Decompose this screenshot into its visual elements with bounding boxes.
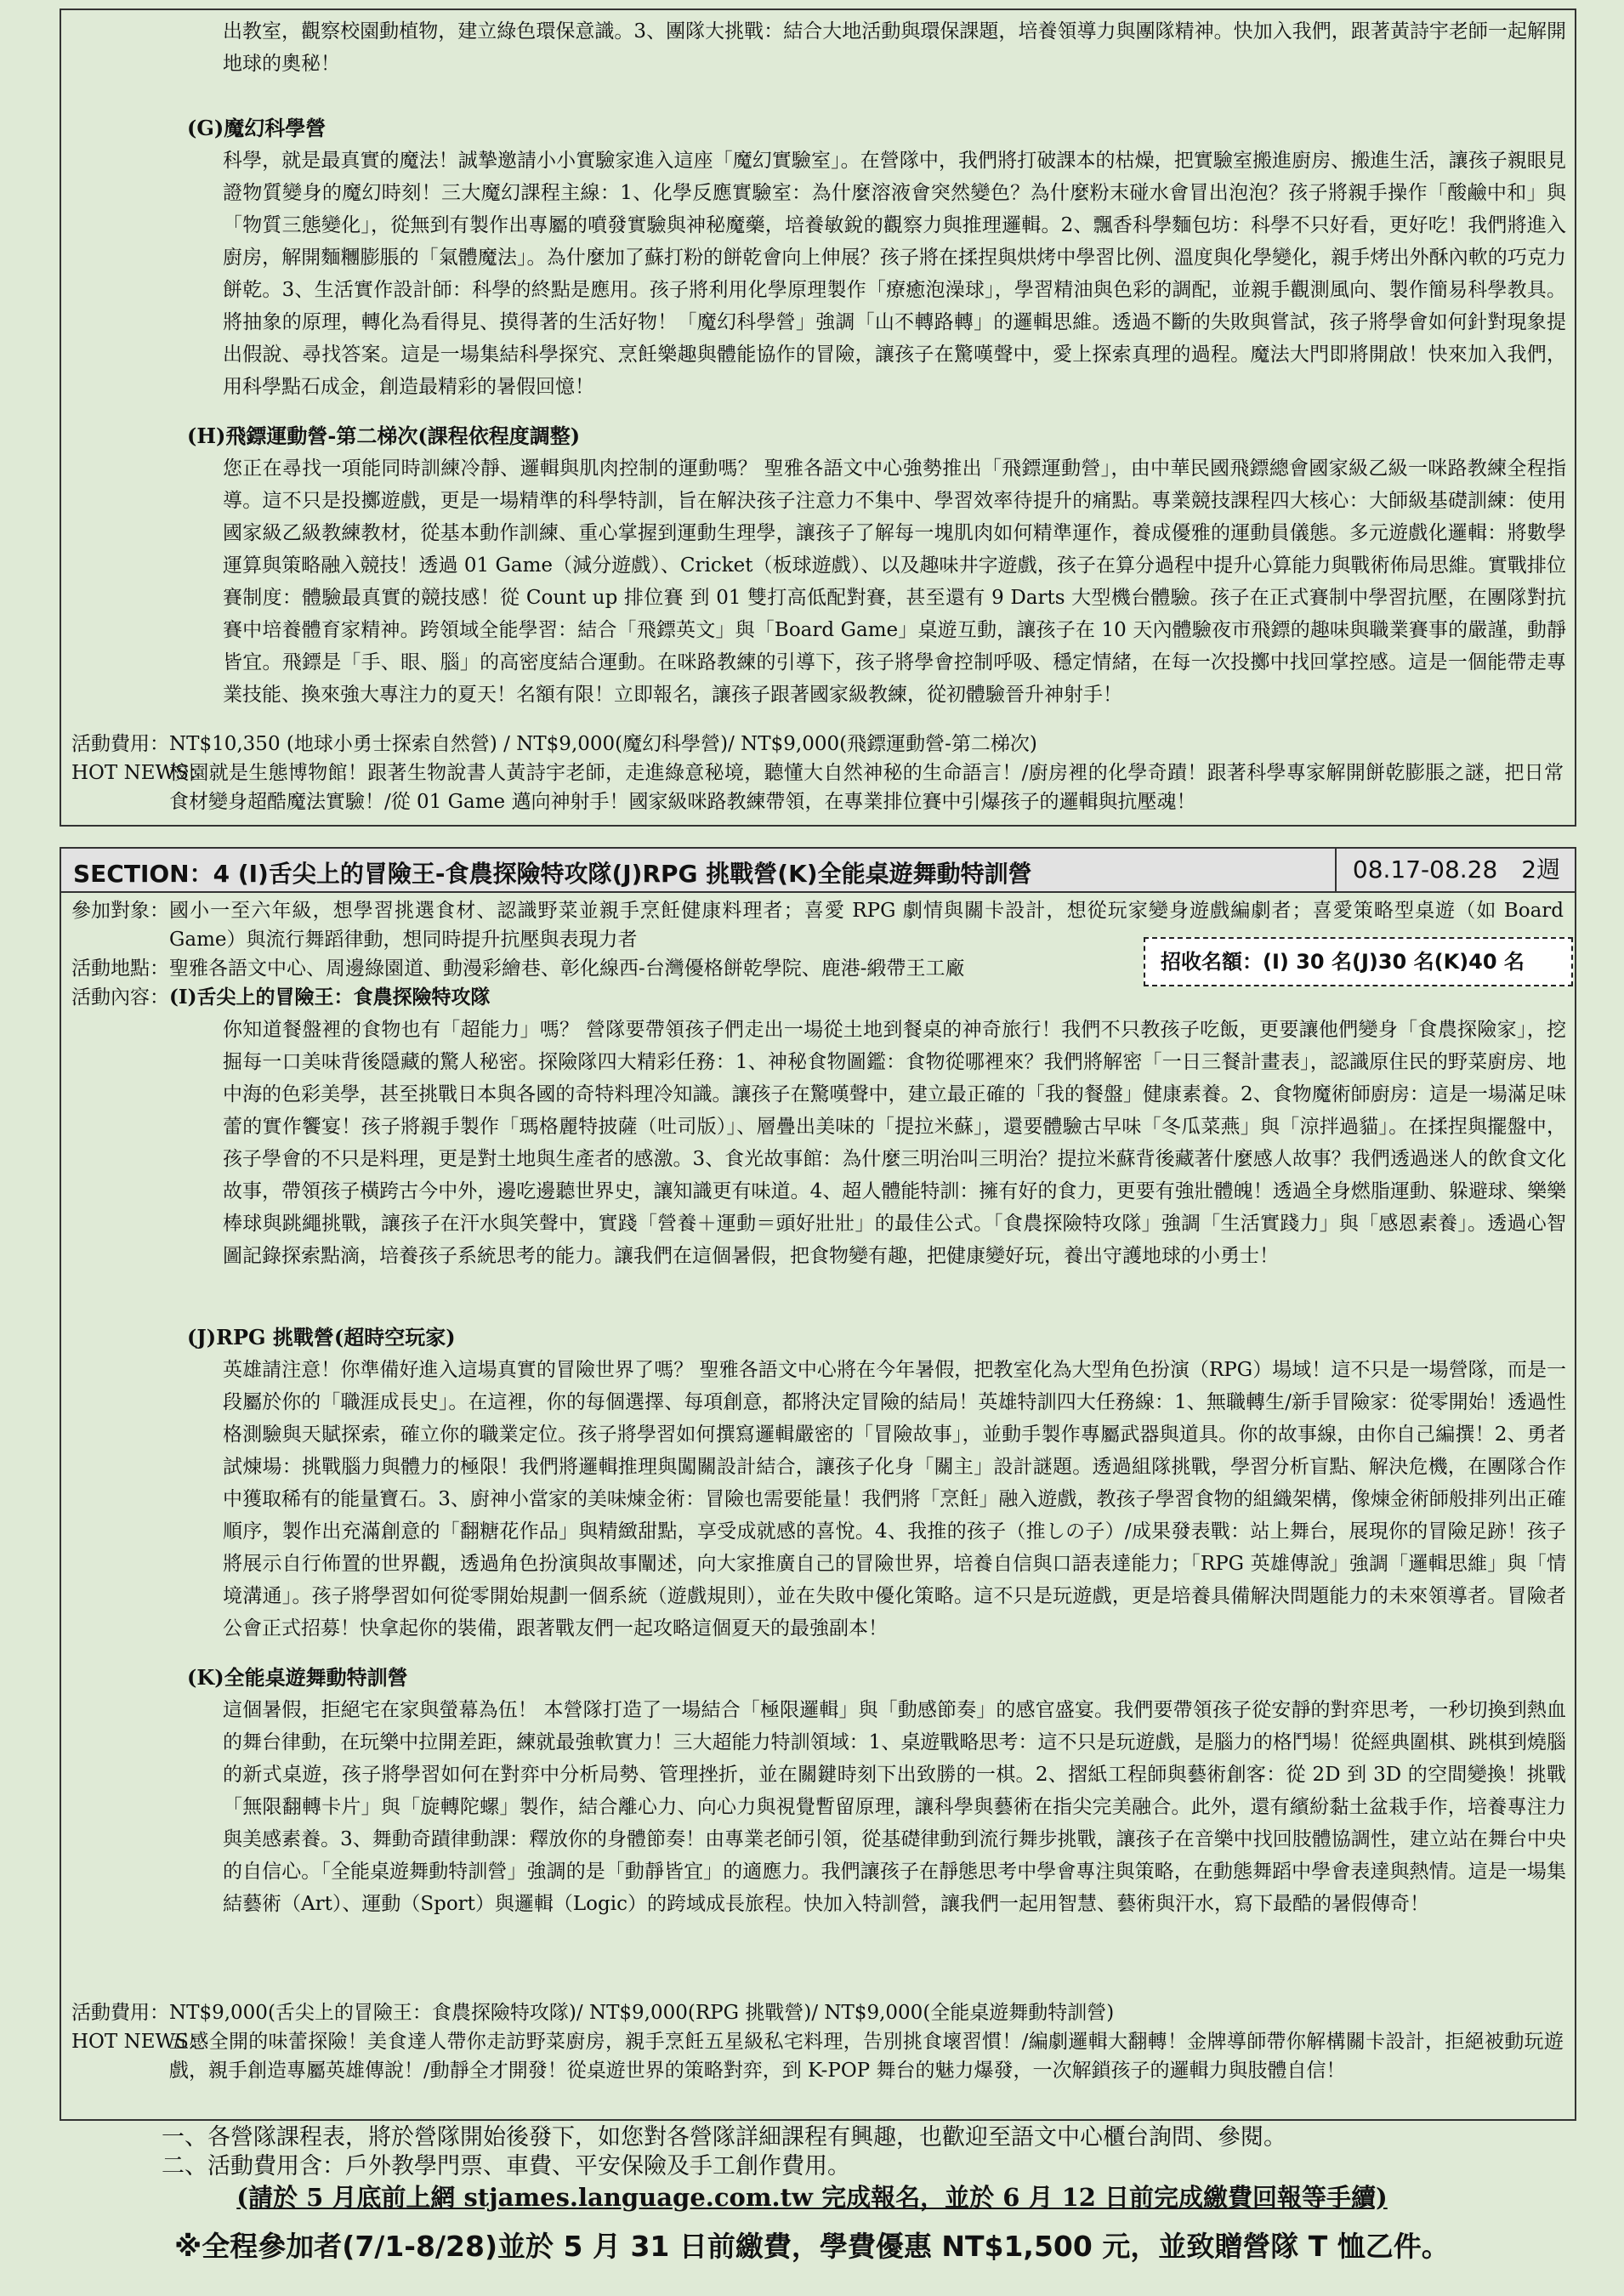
early-bird-promo: ※全程參加者(7/1-8/28)並於 5 月 31 日前繳費，學費優惠 NT$1,500 元，並致贈營隊 T 恤乙件。 <box>174 2230 1450 2263</box>
camp-h-description: 您正在尋找一項能同時訓練冷靜、邏輯與肌肉控制的運動嗎？ 聖雅各語文中心強勢推出「飛鏢運動營」，由中華民國飛鏢總會國家級乙級一咪路教練全程指導。這不只是投擲遊戲，更是一場精準的科學特訓，旨在解決孩子注意力不集中、學習效率待提升的痛點。專業競技課程四大核心：大師級基礎訓練：使用國家級乙級教練教材，從基本動作訓練、重心掌握到運動生理學，讓孩子了解每一塊肌肉如何精準運作，養成優雅的運動員儀態。多元遊戲化邏輯：將數學運算與策略融入競技！透過 01 Game（減分遊戲）、Cricket（板球遊戲）、以及趣味井字遊戲，孩子在算分過程中提升心算能力與戰術佈局思維。實戰排位賽制度：體驗最真實的競技感！從 Count up 排位賽 到 01 雙打高低配對賽，甚至還有 9 Darts 大型機台體驗。孩子在正式賽制中學習抗壓，在團隊對抗賽中培養體育家精神。跨領域全能學習：結合「飛鏢英文」與「Board Game」桌遊互動，讓孩子在 10 天內體驗夜市飛鏢的趣味與職業賽事的嚴謹，動靜皆宜。飛鏢是「手、眼、腦」的高密度結合運動。在咪路教練的引導下，孩子將學會控制呼吸、穩定情緒，在每一次投擲中找回掌控感。這是一個能帶走專業技能、換來強大專注力的夏天！名額有限！立即報名，讓孩子跟著國家級教練，從初體驗晉升神射手！ <box>223 457 1566 706</box>
camp-k-description: 這個暑假，拒絕宅在家與螢幕為伍！ 本營隊打造了一場結合「極限邏輯」與「動感節奏」的感官盛宴。我們要帶領孩子從安靜的對弈思考，一秒切換到熱血的舞台律動，在玩樂中拉開差距，練就最強軟實力！三大超能力特訓領域：1、桌遊戰略思考：這不只是玩遊戲，是腦力的格鬥場！從經典圍棋、跳棋到燒腦的新式桌遊，孩子將學習如何在對弈中分析局勢、管理挫折，並在關鍵時刻下出致勝的一棋。2、摺紙工程師與藝術創客：從 2D 到 3D 的空間變換！挑戰「無限翻轉卡片」與「旋轉陀螺」製作，結合離心力、向心力與視覺暫留原理，讓科學與藝術在指尖完美融合。此外，還有繽紛黏土盆栽手作，培養專注力與美感素養。3、舞動奇蹟律動課：釋放你的身體節奏！由專業老師引領，從基礎律動到流行舞步挑戰，讓孩子在音樂中找回肢體協調性，建立站在舞台中央的自信心。「全能桌遊舞動特訓營」強調的是「動靜皆宜」的適應力。我們讓孩子在靜態思考中學會專注與策略，在動態舞蹈中學會表達與熱情。這是一場集結藝術（Art）、運動（Sport）與邏輯（Logic）的跨域成長旅程。快加入特訓營，讓我們一起用智慧、藝術與汗水，寫下最酷的暑假傳奇！ <box>223 1699 1566 1915</box>
section-3-news-row <box>71 759 1568 813</box>
section-4-header <box>61 849 1575 893</box>
participants-row <box>71 896 1568 951</box>
content-row <box>71 983 1568 1012</box>
note-fee-includes: 二、活動費用含：戶外教學門票、車費、平安保險及手工創作費用。 <box>162 2153 850 2179</box>
camp-k-title: (K)全能桌遊舞動特訓營 <box>187 1665 408 1690</box>
hot-news-label: HOT NEWS： <box>71 762 208 784</box>
fee-label: 活動費用： <box>71 2002 169 2024</box>
registration-notice: (請於 5 月底前上網 stjames.language.com.tw 完成報名，並於 6 月 12 日前完成繳費回報等手續) <box>236 2183 1388 2212</box>
fee-label: 活動費用： <box>71 733 169 755</box>
section-3-hot-news: 校園就是生態博物館！跟著生物說書人黃詩宇老師，走進綠意秘境，聽懂大自然神秘的生命語言！/廚房裡的化學奇蹟！跟著科學專家解開餅乾膨脹之謎，把日常食材變身超酷魔法實驗！/從 01 Game 邁向神射手！國家級咪路教練帶領，在專業排位賽中引爆孩子的邏輯與抗壓魂！ <box>169 762 1564 813</box>
section-4-fee: NT$9,000(舌尖上的冒險王：食農探險特攻隊)/ NT$9,000(RPG 挑戰營)/ NT$9,000(全能桌遊舞動特訓營) <box>169 2002 1115 2024</box>
section-3-fee-row <box>71 730 1568 759</box>
camp-j-title: (J)RPG 挑戰營(超時空玩家) <box>187 1325 456 1350</box>
section-4-box <box>60 847 1576 2121</box>
section-3-fee: NT$10,350 (地球小勇士探索自然營) / NT$9,000(魔幻科學營)/ NT$9,000(飛鏢運動營-第二梯次) <box>169 733 1037 755</box>
section-4-fee-row <box>71 1998 1568 2027</box>
camp-g-description: 科學，就是最真實的魔法！誠摯邀請小小實驗家進入這座「魔幻實驗室」。在營隊中，我們將打破課本的枯燥，把實驗室搬進廚房、搬進生活，讓孩子親眼見證物質變身的魔幻時刻！三大魔幻課程主線：1、化學反應實驗室：為什麼溶液會突然變色？為什麼粉末碰水會冒出泡泡？孩子將親手操作「酸鹼中和」與「物質三態變化」，從無到有製作出專屬的噴發實驗與神秘魔藥，培養敏銳的觀察力與推理邏輯。2、飄香科學麵包坊：科學不只好看，更好吃！我們將進入廚房，解開麵糰膨脹的「氣體魔法」。為什麼加了蘇打粉的餅乾會向上伸展？孩子將在揉捏與烘烤中學習比例、溫度與化學變化，親手烤出外酥內軟的巧克力餅乾。3、生活實作設計師：科學的終點是應用。孩子將利用化學原理製作「療癒泡澡球」，學習精油與色彩的調配，並親手觀測風向、製作簡易科學教具。將抽象的原理，轉化為看得見、摸得著的生活好物！「魔幻科學營」強調「山不轉路轉」的邏輯思維。透過不斷的失敗與嘗試，孩子將學會如何針對現象提出假說、尋找答案。這是一場集結科學探究、烹飪樂趣與體能協作的冒險，讓孩子在驚嘆聲中，愛上探索真理的過程。魔法大門即將開啟！快來加入我們，用科學點石成金，創造最精彩的暑假回憶！ <box>223 150 1566 398</box>
camp-h-title: (H)飛鏢運動營-第二梯次(課程依程度調整) <box>187 423 581 448</box>
camp-i-description: 你知道餐盤裡的食物也有「超能力」嗎？ 營隊要帶領孩子們走出一場從土地到餐桌的神奇旅行！我們不只教孩子吃飯，更要讓他們變身「食農探險家」，挖掘每一口美味背後隱藏的驚人秘密。探險隊四大精彩任務：1、神秘食物圖鑑：食物從哪裡來？我們將解密「一日三餐計畫表」，認識原住民的野菜廚房、地中海的色彩美學，甚至挑戰日本與各國的奇特料理冷知識。讓孩子在驚嘆聲中，建立最正確的「我的餐盤」健康素養。2、食物魔術師廚房：這是一場滿足味蕾的實作饗宴！孩子將親手製作「瑪格麗特披薩（吐司版）」、層疊出美味的「提拉米蘇」，還要體驗古早味「冬瓜菜燕」與「涼拌過貓」。在揉捏與擺盤中，孩子學會的不只是料理，更是對土地與生產者的感激。3、食光故事館：為什麼三明治叫三明治？提拉米蘇背後藏著什麼感人故事？我們透過迷人的飲食文化故事，帶領孩子橫跨古今中外，邊吃邊聽世界史，讓知識更有味道。4、超人體能特訓：擁有好的食力，更要有強壯體魄！透過全身燃脂運動、躲避球、樂樂棒球與跳繩挑戰，讓孩子在汗水與笑聲中，實踐「營養＋運動＝頭好壯壯」的最佳公式。「食農探險特攻隊」強調「生活實踐力」與「感恩素養」。透過心智圖記錄探索點滴，培養孩子系統思考的能力。讓我們在這個暑假，把食物變有趣，把健康變好玩，養出守護地球的小勇士！ <box>223 1019 1566 1267</box>
section-4-title: SECTION：4 (I)舌尖上的冒險王-食農探險特攻隊(J)RPG 挑戰營(K)全能桌遊舞動特訓營 <box>73 860 1032 888</box>
camp-j-description: 英雄請注意！你準備好進入這場真實的冒險世界了嗎？ 聖雅各語文中心將在今年暑假，把教室化為大型角色扮演（RPG）場域！這不只是一場營隊，而是一段屬於你的「職涯成長史」。在這裡，你的每個選擇、每項創意，都將決定冒險的結局！英雄特訓四大任務線：1、無職轉生/新手冒險家：從零開始！透過性格測驗與天賦探索，確立你的職業定位。孩子將學習如何撰寫邏輯嚴密的「冒險故事」，並動手製作專屬武器與道具。你的故事線，由你自己編撰！2、勇者試煉場：挑戰腦力與體力的極限！我們將邏輯推理與闖關設計結合，讓孩子化身「關主」設計謎題。透過組隊挑戰，學習分析盲點、解決危機，在團隊合作中獲取稀有的能量寶石。3、廚神小當家的美味煉金術：冒險也需要能量！我們將「烹飪」融入遊戲，教孩子學習食物的組織架構，像煉金術師般排列出正確順序，製作出充滿創意的「翻糖花作品」與精緻甜點，享受成就感的喜悅。4、我推的孩子（推しの子）/成果發表戰：站上舞台，展現你的冒險足跡！孩子將展示自行佈置的世界觀，透過角色扮演與故事闡述，向大家推廣自己的冒險世界，培養自信與口語表達能力；「RPG 英雄傳說」強調「邏輯思維」與「情境溝通」。孩子將學習如何從零開始規劃一個系統（遊戲規則），並在失敗中優化策略。這不只是玩遊戲，更是培養具備解決問題能力的未來領導者。冒險者公會正式招募！快拿起你的裝備，跟著戰友們一起攻略這個夏天的最強副本！ <box>223 1359 1566 1640</box>
note-schedule: 一、各營隊課程表，將於營隊開始後發下，如您對各營隊詳細課程有興趣，也歡迎至語文中心櫃台詢問、參閱。 <box>162 2124 1286 2151</box>
section-3-box <box>60 9 1576 827</box>
quota-badge: 招收名額：(I) 30 名(J)30 名(K)40 名 <box>1144 937 1573 986</box>
section-4-news-row <box>71 2027 1568 2082</box>
section-4-hot-news: 五感全開的味蕾探險！美食達人帶你走訪野菜廚房，親手烹飪五星級私宅料理，告別挑食壞習慣！/編劇邏輯大翻轉！金牌導師帶你解構關卡設計，拒絕被動玩遊戲，親手創造專屬英雄傳說！/動靜全才開發！從桌遊世界的策略對弈，到 K-POP 舞台的魅力爆發，一次解鎖孩子的邏輯力與肢體自信！ <box>169 2031 1564 2082</box>
participants-text: 國小一至六年級，想學習挑選食材、認識野菜並親手烹飪健康料理者；喜愛 RPG 劇情與關卡設計，想從玩家變身遊戲編劇者；喜愛策略型桌遊（如 Board Game）與流行舞蹈律動，想同時提升抗壓與表現力者 <box>169 900 1564 951</box>
participants-label: 參加對象： <box>71 900 169 922</box>
camp-i-title: (I)舌尖上的冒險王：食農探險特攻隊 <box>169 986 491 1009</box>
hot-news-label: HOT NEWS： <box>71 2031 208 2053</box>
section-4-dates: 08.17-08.28 2週 <box>1335 849 1576 891</box>
content-label: 活動內容： <box>71 986 169 1009</box>
location-text: 聖雅各語文中心、周邊綠園道、動漫彩繪巷、彰化線西-台灣優格餅乾學院、鹿港-緞帶王工廠 <box>169 958 965 980</box>
section-3-intro: 出教室，觀察校園動植物，建立綠色環保意識。3、團隊大挑戰：結合大地活動與環保課題，培養領導力與團隊精神。快加入我們，跟著黃詩宇老師一起解開地球的奧秘！ <box>223 20 1566 75</box>
location-label: 活動地點： <box>71 958 169 980</box>
camp-g-title: (G)魔幻科學營 <box>187 116 327 140</box>
